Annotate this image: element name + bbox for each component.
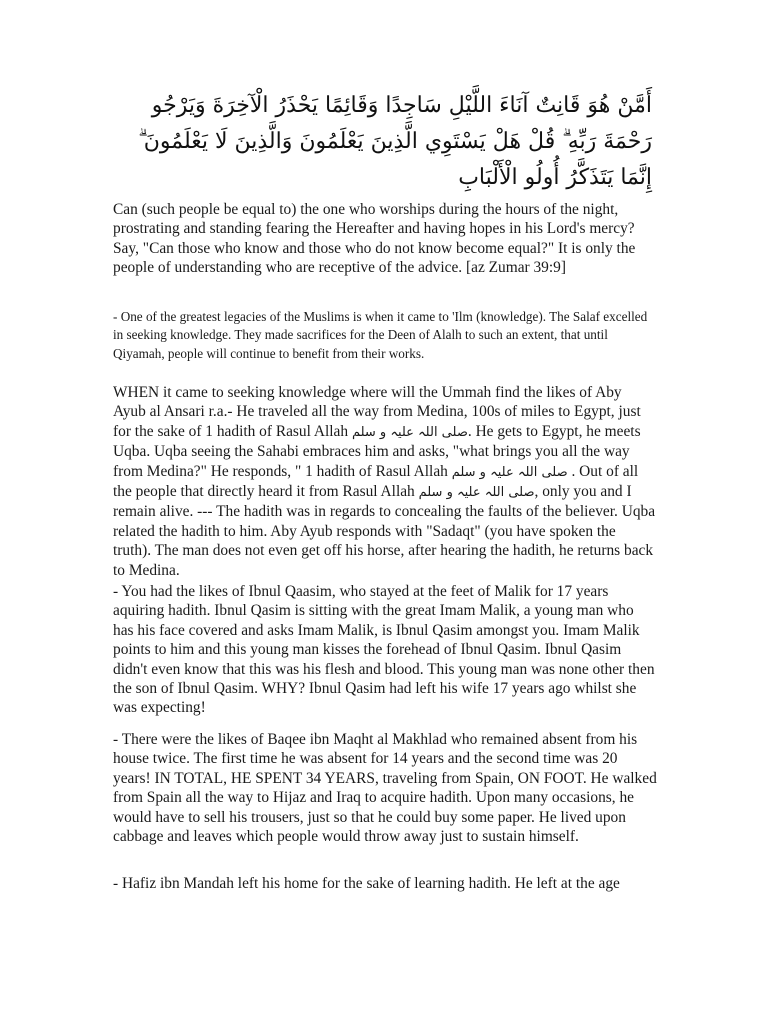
ayub-text-3: . Out of all the people that directly heard it from Rasul Allah [113, 462, 639, 501]
salawat-inline-1: صلی اللہ علیہ و سلم [351, 424, 468, 440]
ayub-paragraph [113, 383, 657, 580]
ayub-text-4: , only you and I remain alive. --- The hadith was in regards to concealing the faults of the believer. Uqba related the hadith to him. Aby Ayub responds with "Sadaqt" (you have spoken the truth). The man does not even get off his horse, after hearing the hadith, he returns back to Medina. [113, 483, 656, 579]
ayub-text-1: WHEN it came to seeking knowledge where will the Ummah find the likes of Aby Ayub al Ansari r.a.- He traveled all the way from Medina, 100s of miles to Egypt, just for the sake of 1 hadith of Rasul Allah [113, 384, 641, 440]
arabic-verse: أَمَّنْ هُوَ قَانِتٌ آنَاءَ اللَّيْلِ سَاجِدًا وَقَائِمًا يَحْذَرُ الْآخِرَةَ وَيَرْجُو رَحْمَةَ رَبِّهِ ۗ قُلْ هَلْ يَسْتَوِي الَّذِينَ يَعْلَمُونَ وَالَّذِينَ لَا يَعْلَمُونَ ۗ إِنَّمَا يَتَذَكَّرُ أُولُو الْأَلْبَابِ [138, 93, 652, 190]
mandah-paragraph: - Hafiz ibn Mandah left his home for the sake of learning hadith. He left at the age [113, 875, 620, 892]
salawat-inline-2: صلی اللہ علیہ و سلم [451, 464, 568, 480]
qaasim-paragraph: - You had the likes of Ibnul Qaasim, who stayed at the feet of Malik for 17 years aquiring hadith. Ibnul Qasim is sitting with the great Imam Malik, a young man who has his face covered and asks Imam Malik, is Ibnul Qasim amongst you. Imam Malik points to him and this young man kisses the forehead of Ibnul Qasim. Ibnul Qasim didn't even know that this was his flesh and blood. This young man was none other then the son of Ibnul Qasim. WHY? Ibnul Qasim had left his wife 17 years ago whilst she was expecting! [113, 583, 655, 717]
ayub-text-2: . He gets to Egypt, he meets Uqba. Uqba seeing the Sahabi embraces him and asks, "what brings you all the way from Medina?" He responds, " 1 hadith of Rasul Allah [113, 422, 641, 480]
baqee-paragraph: - There were the likes of Baqee ibn Maqht al Makhlad who remained absent from his house twice. The first time he was absent for 14 years and the second time was 20 years! IN TOTAL, HE SPENT 34 YEARS, traveling from Spain, ON FOOT. He walked from Spain all the way to Hijaz and Iraq to acquire hadith. Upon many occasions, he would have to sell his trousers, just so that he could buy some paper. He lived upon cabbage and leaves which people would throw away just to sustain himself. [113, 731, 657, 846]
verse-translation: Can (such people be equal to) the one who worships during the hours of the night, prostrating and standing fearing the Hereafter and having hopes in his Lord's mercy? Say, "Can those who know and those who do not know become equal?" It is only the people of understanding who are receptive of the advice. [az Zumar 39:9] [113, 201, 636, 277]
intro-paragraph: - One of the greatest legacies of the Muslims is when it came to 'Ilm (knowledge). The Salaf excelled in seeking knowledge. They made sacrifices for the Deen of Alalh to such an extent, that until Qiyamah, people will continue to benefit from their works. [113, 309, 648, 361]
salawat-inline-3: صلی اللہ علیہ و سلم [418, 485, 535, 501]
